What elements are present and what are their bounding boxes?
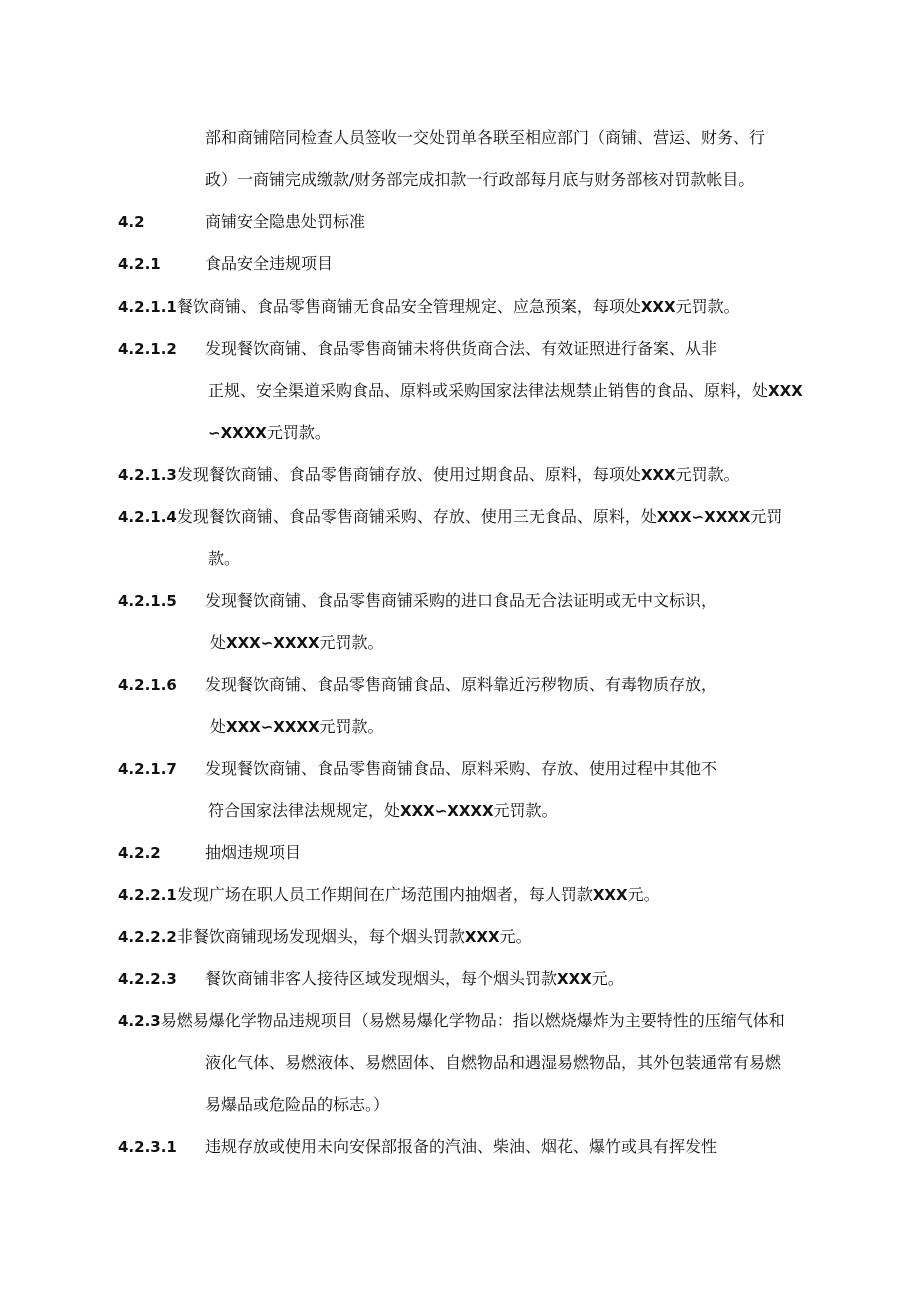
item-text: 违规存放或使用未向安保部报备的汽油、柴油、烟花、爆竹或具有挥发性 xyxy=(205,1137,718,1156)
item-text: 元罚款。 xyxy=(675,465,740,484)
item-text xyxy=(208,799,558,823)
item-number: 4.2.3.1 xyxy=(118,1138,177,1156)
amount: XXX∽XXXX xyxy=(226,634,320,652)
section-heading: 商铺安全隐患处罚标准 xyxy=(205,212,366,231)
item-text: 元罚款。 xyxy=(493,801,558,820)
section-heading: 抽烟违规项目 xyxy=(205,843,302,862)
item-4-2-1-6 xyxy=(118,673,177,697)
item-text: 处 xyxy=(210,633,227,652)
item-text xyxy=(205,967,624,991)
item-text: 餐饮商铺、食品零售商铺无食品安全管理规定、应急预案，每项处 xyxy=(176,297,641,316)
item-text: 元。 xyxy=(499,927,532,946)
text-line: 部和商铺陪同检查人员签收一交处罚单各联至相应部门（商铺、营运、财务、行 xyxy=(205,128,766,147)
item-text: 正规、安全渠道采购食品、原料或采购国家法律法规禁止销售的食品、原料，处 xyxy=(208,381,769,400)
amount: XXX xyxy=(464,928,500,946)
amount: XXX xyxy=(640,466,676,484)
item-text: 发现餐饮商铺、食品零售商铺未将供货商合法、有效证照进行备案、从非 xyxy=(205,339,718,358)
item-4-2-1-5 xyxy=(118,589,177,613)
item-text: 液化气体、易燃液体、易燃固体、自燃物品和遇湿易燃物品，其外包装通常有易燃 xyxy=(205,1053,782,1072)
section-4-2-2 xyxy=(118,841,161,865)
item-4-2-1-4 xyxy=(118,505,782,529)
item-number: 4.2.1.5 xyxy=(118,592,177,610)
item-text: 元罚款。 xyxy=(675,297,740,316)
amount: XXX∽XXXX xyxy=(400,802,494,820)
item-number: 4.2.2.3 xyxy=(118,970,177,988)
amount: XXX∽XXXX xyxy=(226,718,320,736)
item-number: 4.2.1.3 xyxy=(118,466,177,484)
amount: XXX xyxy=(640,298,676,316)
section-number: 4.2 xyxy=(118,213,145,231)
amount: XXX xyxy=(592,886,628,904)
item-text: 款。 xyxy=(208,549,241,568)
amount: XXX xyxy=(768,382,803,400)
item-number: 4.2.2.1 xyxy=(118,886,177,904)
section-heading: 易燃易爆化学物品违规项目（易燃易爆化学物品：指以燃烧爆炸为主要特性的压缩气体和 xyxy=(160,1011,785,1030)
amount: ∽XXXX xyxy=(208,424,267,442)
item-4-2-2-2 xyxy=(118,925,532,949)
item-text: 元。 xyxy=(591,969,624,988)
item-number: 4.2.1.2 xyxy=(118,340,177,358)
item-text: 符合国家法律法规规定，处 xyxy=(208,801,401,820)
item-4-2-1-7 xyxy=(118,757,177,781)
amount: XXX xyxy=(557,970,592,988)
item-4-2-2-3 xyxy=(118,967,177,991)
item-text: 元。 xyxy=(627,885,660,904)
section-number: 4.2.1 xyxy=(118,255,161,273)
section-4-2 xyxy=(118,210,145,234)
section-number: 4.2.3 xyxy=(118,1012,161,1030)
item-text: 发现广场在职人员工作期间在广场范围内抽烟者，每人罚款 xyxy=(176,885,593,904)
item-text: 发现餐饮商铺、食品零售商铺采购的进口食品无合法证明或无中文标识， xyxy=(205,591,718,610)
item-text: 处 xyxy=(210,717,227,736)
item-text: 发现餐饮商铺、食品零售商铺食品、原料采购、存放、使用过程中其他不 xyxy=(205,759,718,778)
item-number: 4.2.2.2 xyxy=(118,928,177,946)
item-text: 元罚 xyxy=(750,507,783,526)
item-text xyxy=(208,379,803,403)
item-number: 4.2.1.6 xyxy=(118,676,177,694)
item-4-2-1-2 xyxy=(118,337,177,361)
item-number: 4.2.1.1 xyxy=(118,298,177,316)
amount: XXX∽XXXX xyxy=(656,508,751,526)
item-text: 餐饮商铺非客人接待区域发现烟头，每个烟头罚款 xyxy=(205,969,558,988)
item-4-2-2-1 xyxy=(118,883,660,907)
section-heading: 食品安全违规项目 xyxy=(205,254,334,273)
item-text: 发现餐饮商铺、食品零售商铺食品、原料靠近污秽物质、有毒物质存放， xyxy=(205,675,718,694)
item-4-2-3-1 xyxy=(118,1135,177,1159)
item-text xyxy=(208,421,331,445)
item-text: 易爆品或危险品的标志。） xyxy=(205,1095,390,1114)
item-text: 元罚款。 xyxy=(266,423,331,442)
section-4-2-3 xyxy=(118,1009,785,1033)
item-number: 4.2.1.7 xyxy=(118,760,177,778)
section-4-2-1 xyxy=(118,252,161,276)
item-text xyxy=(210,715,384,739)
item-text: 发现餐饮商铺、食品零售商铺采购、存放、使用三无食品、原料，处 xyxy=(176,507,657,526)
item-4-2-1-3 xyxy=(118,463,740,487)
item-text: 非餐饮商铺现场发现烟头，每个烟头罚款 xyxy=(176,927,465,946)
item-4-2-1-1 xyxy=(118,295,740,319)
item-text: 元罚款。 xyxy=(319,717,384,736)
item-text: 元罚款。 xyxy=(319,633,384,652)
text-line: 政）一商铺完成缴款/财务部完成扣款一行政部每月底与财务部核对罚款帐目。 xyxy=(205,170,755,189)
item-number: 4.2.1.4 xyxy=(118,508,177,526)
item-text xyxy=(210,631,384,655)
section-number: 4.2.2 xyxy=(118,844,161,862)
item-text: 发现餐饮商铺、食品零售商铺存放、使用过期食品、原料，每项处 xyxy=(176,465,641,484)
